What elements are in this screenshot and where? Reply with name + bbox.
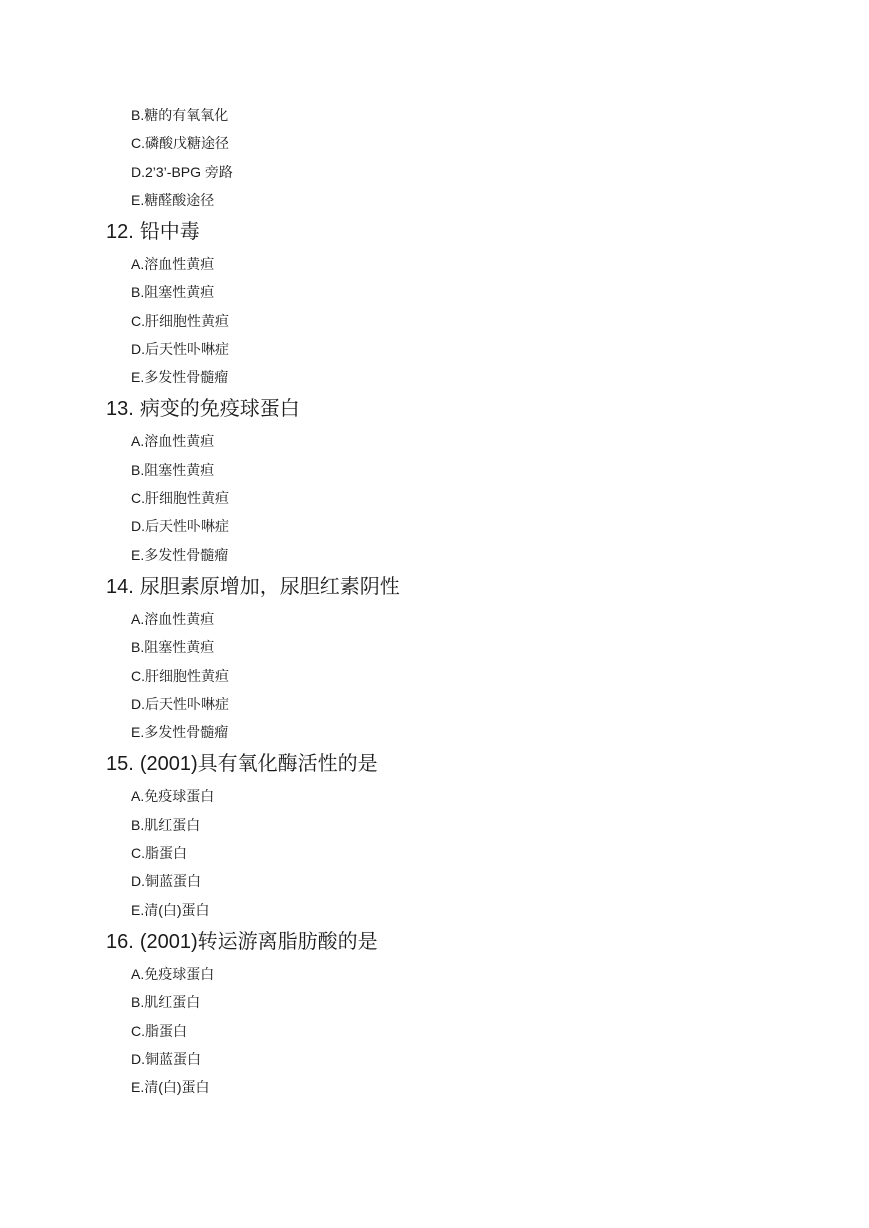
question-12	[106, 214, 400, 391]
question-list	[106, 214, 400, 1101]
option: D.后天性卟啉症	[131, 695, 229, 712]
option: C.肝细胞性黄疸	[131, 667, 229, 684]
option: B.肌红蛋白	[131, 994, 201, 1011]
question-number: 13.	[106, 398, 134, 421]
option: D.铜蓝蛋白	[131, 1050, 201, 1067]
question-stem	[106, 746, 400, 782]
option: A.溶血性黄疸	[131, 610, 215, 627]
option-list	[131, 605, 400, 746]
question-text: 尿胆素原增加，尿胆红素阴性	[139, 575, 400, 598]
question-number: 16.	[106, 930, 134, 953]
question-text: 铅中毒	[139, 221, 200, 243]
question-stem	[106, 391, 400, 427]
option: E.糖醛酸途径	[131, 191, 215, 208]
option: B.阻塞性黄疸	[131, 284, 215, 301]
option: A.免疫球蛋白	[131, 965, 215, 982]
question-number: 15.	[106, 753, 134, 776]
option: E.多发性骨髓瘤	[131, 369, 229, 386]
option-list	[131, 427, 400, 568]
question-14	[106, 569, 400, 746]
continued-option-list	[131, 101, 233, 214]
question-16	[106, 924, 400, 1101]
option: C.脂蛋白	[131, 845, 187, 862]
option: E.多发性骨髓瘤	[131, 724, 229, 741]
option-list	[131, 250, 400, 391]
option: B.糖的有氧氧化	[131, 107, 229, 123]
question-text: (2001)具有氧化酶活性的是	[139, 753, 378, 776]
option-list	[131, 960, 400, 1101]
option-list	[131, 782, 400, 923]
option: A.溶血性黄疸	[131, 256, 215, 272]
option: D.后天性卟啉症	[131, 518, 229, 535]
question-13	[106, 391, 400, 568]
option: B.阻塞性黄疸	[131, 461, 215, 478]
option: D.铜蓝蛋白	[131, 873, 201, 890]
option: C.脂蛋白	[131, 1022, 187, 1039]
option: A.溶血性黄疸	[131, 433, 215, 450]
question-stem	[106, 924, 400, 960]
option: C.肝细胞性黄疸	[131, 312, 229, 329]
option: A.免疫球蛋白	[131, 788, 215, 805]
option: B.肌红蛋白	[131, 816, 201, 833]
option: E.多发性骨髓瘤	[131, 546, 229, 563]
option: D.后天性卟啉症	[131, 340, 229, 357]
option: B.阻塞性黄疸	[131, 639, 215, 656]
option: E.清(白)蛋白	[131, 1079, 210, 1096]
question-stem	[106, 214, 400, 250]
option: E.清(白)蛋白	[131, 901, 210, 918]
question-text: (2001)转运游离脂肪酸的是	[139, 930, 378, 953]
option: C.肝细胞性黄疸	[131, 490, 229, 507]
question-stem	[106, 569, 400, 605]
question-15	[106, 746, 400, 923]
option: D.2’3’-BPG 旁路	[131, 163, 233, 180]
question-text: 病变的免疫球蛋白	[139, 398, 300, 421]
option: C.磷酸戊糖途径	[131, 135, 229, 152]
question-number: 12.	[106, 221, 134, 243]
question-number: 14.	[106, 575, 134, 598]
